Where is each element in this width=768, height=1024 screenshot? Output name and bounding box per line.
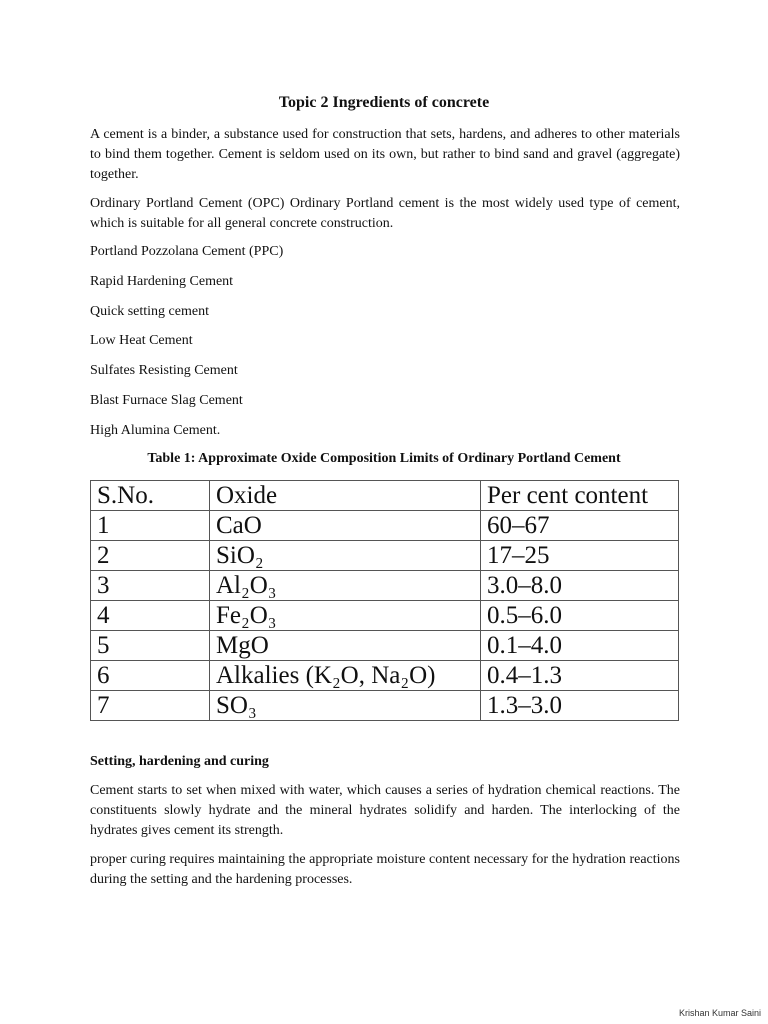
cell-sno: 7 — [91, 691, 210, 721]
footer-author: Krishan Kumar Saini — [678, 1008, 761, 1018]
cement-type-low-heat: Low Heat Cement — [90, 333, 193, 348]
table-row — [91, 691, 679, 721]
page-title: Topic 2 Ingredients of concrete — [278, 94, 490, 111]
table-caption: Table 1: Approximate Oxide Composition Limits of Ordinary Portland Cement — [147, 451, 621, 466]
cell-oxide: SiO₂ — [210, 541, 481, 571]
cement-type-quick-setting: Quick setting cement — [90, 304, 209, 319]
cell-percent: 17–25 — [481, 541, 679, 571]
cell-percent: 0.5–6.0 — [481, 601, 679, 631]
cell-percent: 60–67 — [481, 511, 679, 541]
table-row — [91, 541, 679, 571]
cell-oxide: SO₃ — [210, 691, 481, 721]
cement-type-sulfates-resisting: Sulfates Resisting Cement — [90, 363, 238, 378]
cell-percent: 0.1–4.0 — [481, 631, 679, 661]
table-row — [91, 631, 679, 661]
cell-sno: 4 — [91, 601, 210, 631]
cell-oxide: Alkalies (K₂O, Na₂O) — [210, 661, 481, 691]
cell-oxide: MgO — [210, 631, 481, 661]
oxide-composition-table — [90, 480, 679, 721]
cell-oxide: Fe₂O₃ — [210, 601, 481, 631]
opc-paragraph: Ordinary Portland Cement (OPC) Ordinary Portland cement is the most widely used type of cement, which is suitable for all general concrete construction. — [90, 196, 680, 231]
cell-sno: 5 — [91, 631, 210, 661]
cement-type-high-alumina: High Alumina Cement. — [90, 423, 221, 438]
cell-percent: 1.3–3.0 — [481, 691, 679, 721]
table-row — [91, 661, 679, 691]
cell-sno: 2 — [91, 541, 210, 571]
cement-type-blast-furnace: Blast Furnace Slag Cement — [90, 393, 243, 408]
section-heading: Setting, hardening and curing — [90, 754, 269, 769]
table-row — [91, 571, 679, 601]
cement-type-rapid-hardening: Rapid Hardening Cement — [90, 274, 234, 289]
cell-sno: 3 — [91, 571, 210, 601]
curing-paragraph: proper curing requires maintaining the appropriate moisture content necessary for the hydration reactions during the setting and the hardening processes. — [90, 852, 680, 887]
intro-paragraph: A cement is a binder, a substance used for construction that sets, hardens, and adheres to other materials to bind them together. Cement is seldom used on its own, but rather to bind sand and gravel (aggregate) together. — [90, 127, 680, 182]
table-row — [91, 511, 679, 541]
setting-paragraph: Cement starts to set when mixed with water, which causes a series of hydration chemical reactions. The constituents slowly hydrate and the mineral hydrates solidify and harden. The interlocking of the hydrates gives cement its strength. — [90, 783, 680, 838]
cell-sno: 1 — [91, 511, 210, 541]
cement-type-ppc: Portland Pozzolana Cement (PPC) — [90, 244, 284, 259]
cell-percent: 3.0–8.0 — [481, 571, 679, 601]
cell-oxide: Al₂O₃ — [210, 571, 481, 601]
header-sno: S.No. — [91, 481, 210, 511]
cell-percent: 0.4–1.3 — [481, 661, 679, 691]
header-oxide: Oxide — [210, 481, 481, 511]
cell-sno: 6 — [91, 661, 210, 691]
header-percent: Per cent content — [481, 481, 679, 511]
table-row — [91, 601, 679, 631]
cell-oxide: CaO — [210, 511, 481, 541]
table-header-row — [91, 481, 679, 511]
